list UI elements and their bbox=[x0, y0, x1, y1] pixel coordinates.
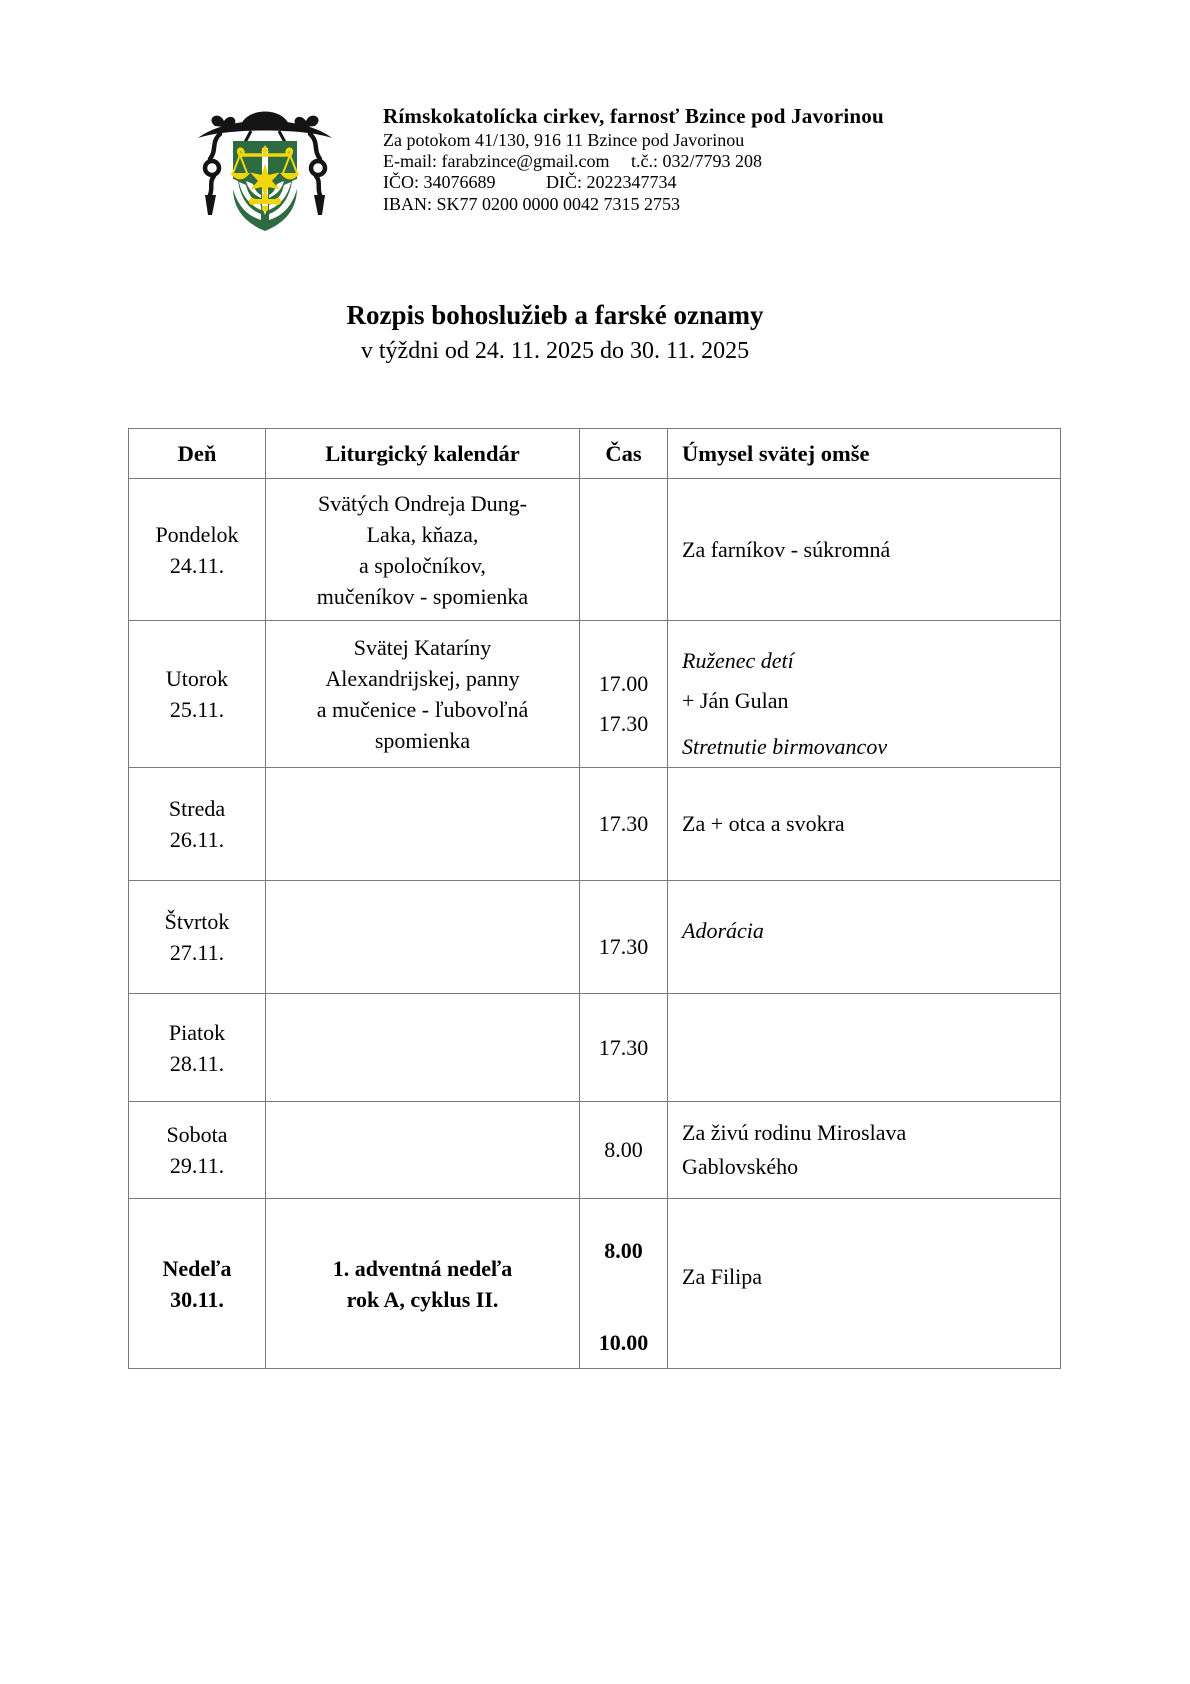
intention-line: Adorácia bbox=[682, 918, 764, 943]
calendar-cell bbox=[266, 1102, 580, 1199]
time-cell bbox=[580, 479, 668, 621]
table-row bbox=[129, 1102, 1061, 1199]
intention-line: Za Filipa bbox=[682, 1263, 763, 1289]
day-name: Nedeľa bbox=[162, 1255, 232, 1281]
calendar-line: Svätých Ondreja Dung- bbox=[318, 490, 527, 516]
day-name: Streda bbox=[168, 796, 226, 821]
intention-cell bbox=[668, 768, 1061, 881]
table-row bbox=[129, 768, 1061, 881]
time-value: 10.00 bbox=[598, 1329, 649, 1355]
col-header-day: Deň bbox=[129, 429, 266, 479]
page-subtitle: v týždni od 24. 11. 2025 do 30. 11. 2025 bbox=[360, 338, 750, 364]
org-address: Za potokom 41/130, 916 11 Bzince pod Javorinou bbox=[383, 130, 745, 150]
intention-cell bbox=[668, 1199, 1061, 1369]
time-cell bbox=[580, 1199, 668, 1369]
org-phone: t.č.: 032/7793 208 bbox=[630, 151, 762, 172]
calendar-line: Laka, kňaza, bbox=[366, 521, 479, 547]
time-cell bbox=[580, 1102, 668, 1199]
time-value: 17.30 bbox=[598, 1034, 649, 1060]
intention-cell bbox=[668, 881, 1061, 994]
title-block bbox=[120, 299, 990, 366]
calendar-cell bbox=[266, 768, 580, 881]
day-date: 27.11. bbox=[169, 940, 225, 965]
day-cell bbox=[129, 994, 266, 1102]
calendar-line: mučeníkov - spomienka bbox=[316, 583, 529, 609]
org-name: Rímskokatolícka cirkev, farnosť Bzince pod Javorinou bbox=[383, 104, 884, 128]
day-cell bbox=[129, 1199, 266, 1369]
day-date: 30.11. bbox=[170, 1286, 224, 1312]
intention-cell bbox=[668, 479, 1061, 621]
time-value: 17.30 bbox=[598, 934, 649, 959]
page-title: Rozpis bohoslužieb a farské oznamy bbox=[346, 300, 764, 330]
col-header-intention: Úmysel svätej omše bbox=[668, 429, 1061, 479]
calendar-line: a spoločníkov, bbox=[359, 552, 486, 578]
day-cell bbox=[129, 768, 266, 881]
parish-coat-of-arms-icon bbox=[194, 84, 336, 234]
time-cell bbox=[580, 994, 668, 1102]
org-registry-line bbox=[383, 172, 884, 193]
intention-cell bbox=[668, 994, 1061, 1102]
intention-line: Za farníkov - súkromná bbox=[682, 536, 891, 562]
day-cell bbox=[129, 621, 266, 768]
org-email: E-mail: farabzince@gmail.com bbox=[383, 151, 610, 172]
day-date: 24.11. bbox=[169, 552, 225, 578]
mass-schedule-table bbox=[128, 428, 1061, 1369]
day-name: Štvrtok bbox=[164, 909, 230, 934]
calendar-line: 1. adventná nedeľa bbox=[332, 1255, 513, 1281]
col-header-time: Čas bbox=[580, 429, 668, 479]
calendar-cell bbox=[266, 621, 580, 768]
org-dic: DIČ: 2022347734 bbox=[546, 172, 677, 193]
day-cell bbox=[129, 479, 266, 621]
day-date: 29.11. bbox=[169, 1153, 225, 1178]
intention-line: Ruženec detí bbox=[682, 648, 794, 673]
calendar-cell bbox=[266, 994, 580, 1102]
org-iban: IBAN: SK77 0200 0000 0042 7315 2753 bbox=[383, 193, 681, 214]
calendar-cell bbox=[266, 881, 580, 994]
day-name: Utorok bbox=[165, 666, 229, 691]
day-date: 25.11. bbox=[169, 697, 225, 722]
time-value: 17.30 bbox=[598, 811, 649, 836]
intention-line: Stretnutie birmovancov bbox=[682, 734, 888, 759]
table-header-row bbox=[129, 429, 1061, 479]
calendar-line: a mučenice - ľubovoľná bbox=[316, 697, 529, 722]
table-row bbox=[129, 1199, 1061, 1369]
table-row bbox=[129, 621, 1061, 768]
day-name: Pondelok bbox=[155, 521, 239, 547]
day-cell bbox=[129, 881, 266, 994]
org-contact-line bbox=[383, 151, 884, 172]
table-row bbox=[129, 994, 1061, 1102]
col-header-calendar: Liturgický kalendár bbox=[266, 429, 580, 479]
day-cell bbox=[129, 1102, 266, 1199]
table-row bbox=[129, 479, 1061, 621]
calendar-line: rok A, cyklus II. bbox=[346, 1286, 499, 1312]
intention-line: Za + otca a svokra bbox=[682, 811, 845, 836]
intention-line: Za živú rodinu Miroslava Gablovského bbox=[682, 1120, 907, 1179]
letterhead-text bbox=[383, 103, 884, 215]
intention-cell bbox=[668, 621, 1061, 768]
intention-line: + Ján Gulan bbox=[682, 688, 789, 713]
time-cell bbox=[580, 621, 668, 768]
calendar-line: spomienka bbox=[374, 728, 471, 753]
time-value: 8.00 bbox=[604, 1137, 643, 1162]
day-name: Piatok bbox=[168, 1019, 226, 1045]
day-date: 28.11. bbox=[169, 1050, 225, 1076]
intention-cell bbox=[668, 1102, 1061, 1199]
calendar-cell bbox=[266, 1199, 580, 1369]
time-value: 17.00 bbox=[598, 671, 649, 696]
time-value: 8.00 bbox=[604, 1237, 643, 1263]
day-name: Sobota bbox=[166, 1122, 228, 1147]
table-row bbox=[129, 881, 1061, 994]
calendar-line: Svätej Kataríny bbox=[353, 635, 492, 660]
day-date: 26.11. bbox=[169, 827, 225, 852]
calendar-line: Alexandrijskej, panny bbox=[325, 666, 520, 691]
time-cell bbox=[580, 768, 668, 881]
time-cell bbox=[580, 881, 668, 994]
calendar-cell bbox=[266, 479, 580, 621]
time-value: 17.30 bbox=[598, 711, 649, 736]
org-ico: IČO: 34076689 bbox=[383, 172, 496, 193]
